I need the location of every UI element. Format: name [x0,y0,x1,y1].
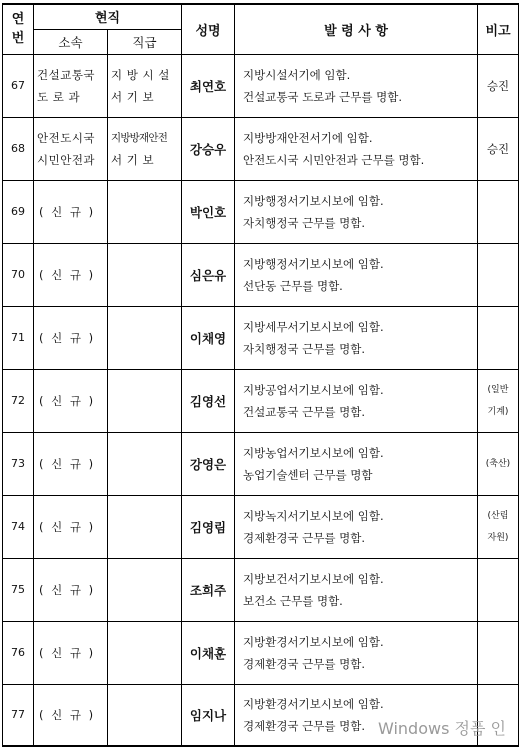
affiliation-division: 시민안전과 [37,152,96,167]
serial-number: 67 [3,54,34,117]
remark-text: 승진 [486,141,510,156]
appointment-line: 지방환경서기보시보에 임함. [243,696,384,711]
header-remarks: 비고 [478,4,519,54]
header-order-details: 발 령 사 항 [235,4,478,54]
new-hire-label: ( 신 규 ) [39,330,96,345]
person-name: 강승우 [182,117,235,180]
appointment-line: 지방방재안전서기에 임함. [243,130,373,145]
grade-cell [108,684,182,746]
person-name: 이채영 [182,306,235,369]
grade-series: 지방방재안전 [111,131,168,144]
affiliation-bureau: 안전도시국 [37,130,96,145]
new-hire-label: ( 신 규 ) [39,267,96,282]
affiliation-cell [34,117,108,180]
affiliation-division: 도 로 과 [37,89,81,104]
remark-cell [478,180,519,243]
affiliation-cell [34,558,108,621]
person-name: 심은유 [182,243,235,306]
appointment-line: 지방녹지서기보시보에 임함. [243,508,384,523]
personnel-order-table [2,3,519,747]
person-name: 강영은 [182,432,235,495]
grade-cell [108,558,182,621]
appointment-line: 지방환경서기보시보에 임함. [243,634,384,649]
order-detail [235,306,478,369]
person-name: 김영림 [182,495,235,558]
remark-text: (축산) [485,458,511,469]
serial-number: 70 [3,243,34,306]
table-row [3,180,519,243]
remark-cell [478,684,519,746]
affiliation-cell [34,432,108,495]
assignment-line: 보건소 근무를 명함. [243,593,343,608]
remark-cell [478,54,519,117]
serial-number: 71 [3,306,34,369]
order-rows [3,54,519,746]
table-row [3,117,519,180]
serial-number: 72 [3,369,34,432]
affiliation-cell [34,54,108,117]
order-detail [235,54,478,117]
affiliation-cell [34,369,108,432]
table-row [3,621,519,684]
assignment-line: 경제환경국 근무를 명함. [243,656,366,671]
remark-cell [478,558,519,621]
table-row [3,306,519,369]
grade-series: 지 방 시 설 [111,67,170,82]
remark-cell [478,621,519,684]
serial-number: 73 [3,432,34,495]
appointment-line: 지방보건서기보시보에 임함. [243,571,384,586]
assignment-line: 경제환경국 근무를 명함. [243,718,366,733]
remark-cell [478,117,519,180]
remark-cell [478,306,519,369]
remark-cell [478,495,519,558]
person-name: 조희주 [182,558,235,621]
assignment-line: 경제환경국 근무를 명함. [243,530,366,545]
table-row [3,243,519,306]
header-name: 성명 [182,4,235,54]
assignment-line: 선단동 근무를 명함. [243,278,343,293]
grade-cell [108,432,182,495]
header-grade: 직급 [108,29,182,54]
appointment-line: 지방공업서기보시보에 임함. [243,382,384,397]
grade-cell [108,306,182,369]
person-name: 최연호 [182,54,235,117]
order-detail [235,495,478,558]
assignment-line: 농업기술센터 근무를 명함 [243,467,373,482]
assignment-line: 자치행정국 근무를 명함. [243,341,366,356]
table-row [3,432,519,495]
remark-text: (산림 자원) [487,510,509,543]
person-name: 박인호 [182,180,235,243]
affiliation-cell [34,306,108,369]
order-detail [235,558,478,621]
remark-cell [478,369,519,432]
appointment-line: 지방시설서기에 임함. [243,67,351,82]
new-hire-label: ( 신 규 ) [39,456,96,471]
new-hire-label: ( 신 규 ) [39,393,96,408]
remark-cell [478,243,519,306]
grade-rank: 서 기 보 [111,152,155,167]
remark-text: (일반 기계) [487,384,509,417]
grade-cell [108,495,182,558]
new-hire-label: ( 신 규 ) [39,519,96,534]
grade-cell [108,54,182,117]
assignment-line: 건설교통국 근무를 명함. [243,404,366,419]
person-name: 임지나 [182,684,235,746]
affiliation-bureau: 건설교통국 [37,67,96,82]
serial-number: 69 [3,180,34,243]
person-name: 김영선 [182,369,235,432]
grade-cell [108,243,182,306]
header-current-position: 현직 [34,4,182,29]
grade-cell [108,117,182,180]
table-row [3,558,519,621]
assignment-line: 안전도시국 시민안전과 근무를 명함. [243,152,425,167]
assignment-line: 자치행정국 근무를 명함. [243,215,366,230]
order-detail [235,369,478,432]
affiliation-cell [34,684,108,746]
appointment-line: 지방세무서기보시보에 임함. [243,319,384,334]
assignment-line: 건설교통국 도로과 근무를 명함. [243,89,403,104]
appointment-line: 지방행정서기보시보에 임함. [243,193,384,208]
serial-number: 68 [3,117,34,180]
serial-number: 77 [3,684,34,746]
serial-number: 76 [3,621,34,684]
appointment-line: 지방농업서기보시보에 임함. [243,445,384,460]
affiliation-cell [34,621,108,684]
table-row [3,54,519,117]
affiliation-cell [34,495,108,558]
order-detail [235,243,478,306]
new-hire-label: ( 신 규 ) [39,582,96,597]
grade-cell [108,369,182,432]
windows-activation-watermark: Windows 정품 인 [378,719,506,738]
remark-cell [478,432,519,495]
person-name: 이채훈 [182,621,235,684]
grade-cell [108,180,182,243]
new-hire-label: ( 신 규 ) [39,645,96,660]
affiliation-cell [34,243,108,306]
order-detail [235,432,478,495]
table-row [3,684,519,746]
grade-rank: 서 기 보 [111,89,155,104]
table-row [3,495,519,558]
remark-text: 승진 [486,78,510,93]
order-detail [235,621,478,684]
appointment-line: 지방행정서기보시보에 임함. [243,256,384,271]
header-no: 연 번 [3,4,34,54]
order-detail [235,684,478,746]
header-affiliation: 소속 [34,29,108,54]
serial-number: 75 [3,558,34,621]
new-hire-label: ( 신 규 ) [39,707,96,722]
grade-cell [108,621,182,684]
table-row [3,369,519,432]
order-detail [235,180,478,243]
new-hire-label: ( 신 규 ) [39,204,96,219]
order-detail [235,117,478,180]
serial-number: 74 [3,495,34,558]
affiliation-cell [34,180,108,243]
